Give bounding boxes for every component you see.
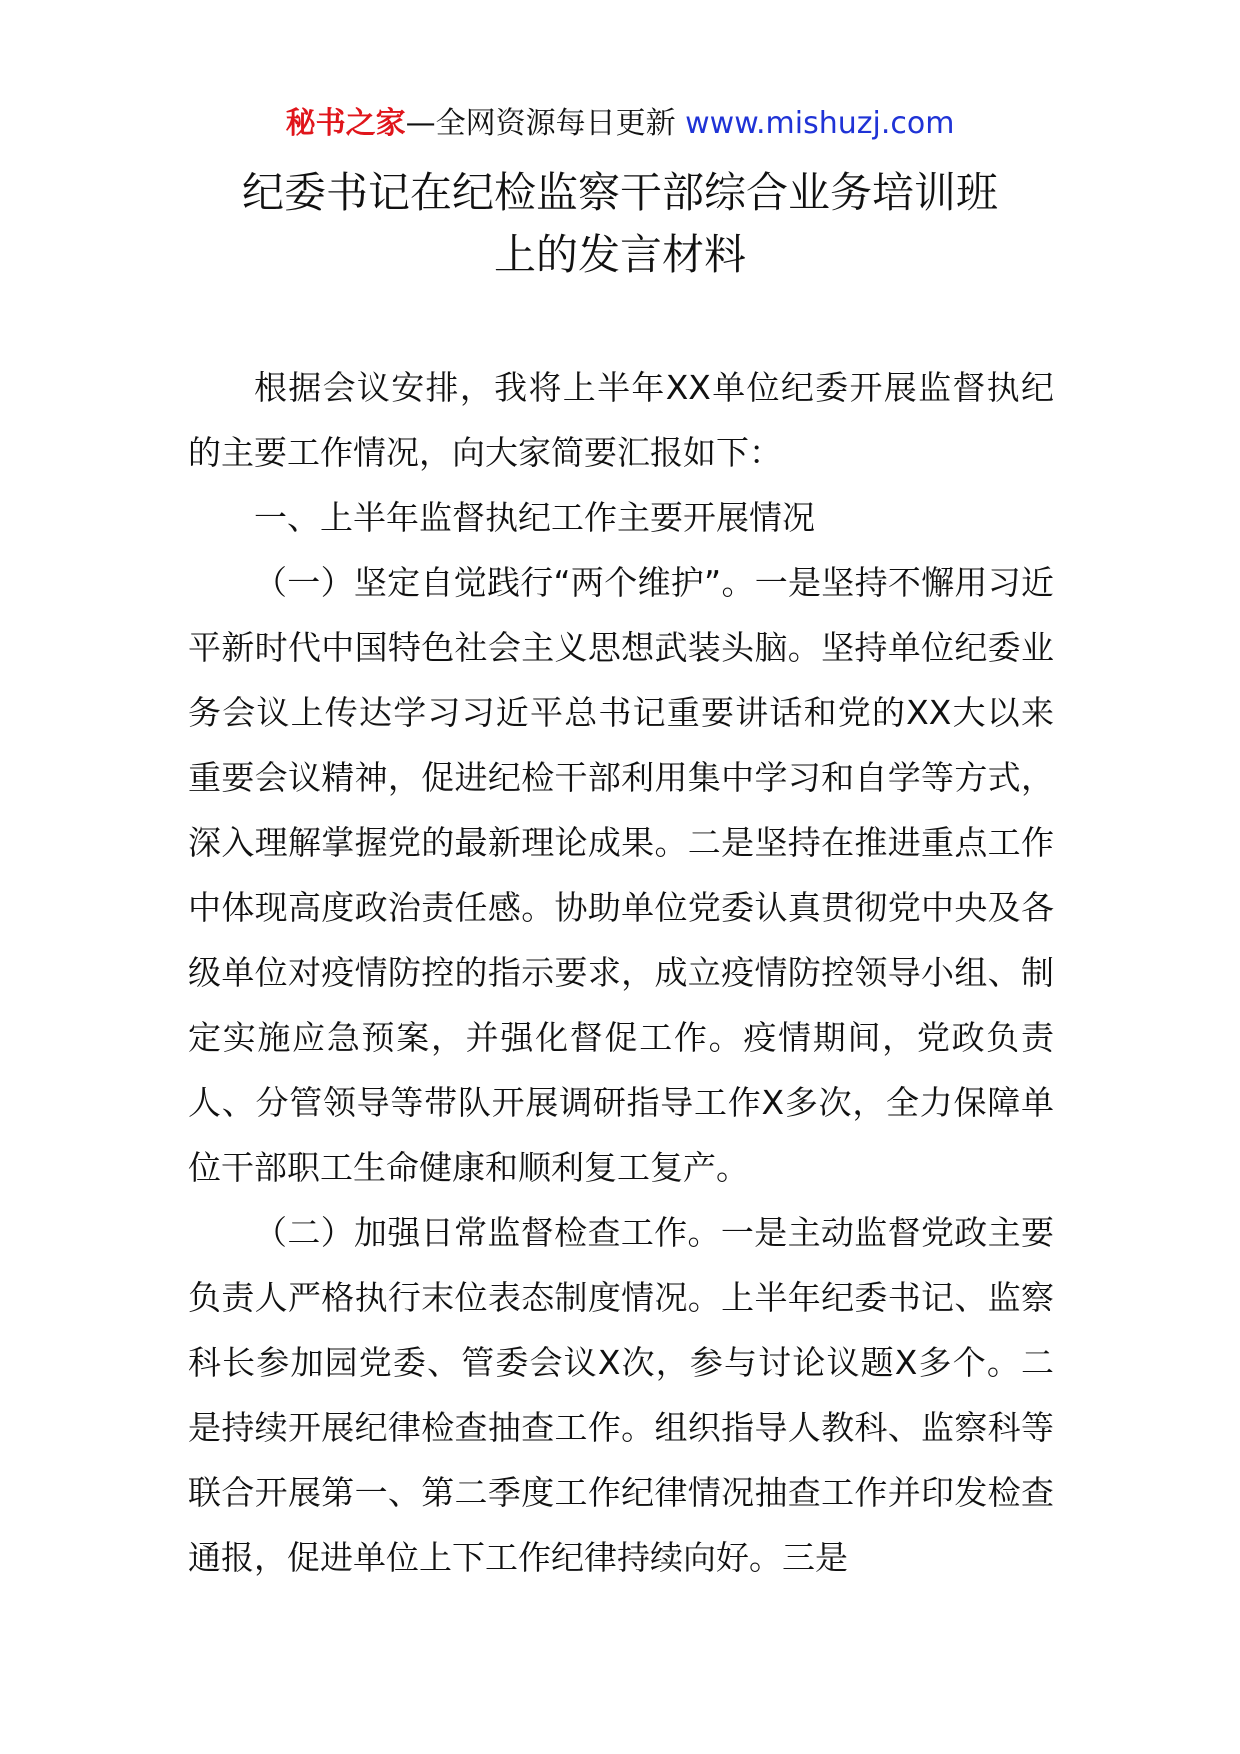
brand-name: 秘书之家 (285, 106, 406, 141)
document-body (188, 355, 1054, 1590)
document-title (0, 162, 1240, 286)
body-paragraph: （一）坚定自觉践行“两个维护”。一是坚持不懈用习近平新时代中国特色社会主义思想武装头脑。坚持单位纪委业务会议上传达学习习近平总书记重要讲话和党的XX大以来重要会议精神，促进纪检干部利用集中学习和自学等方式，深入理解掌握党的最新理论成果。二是坚持在推进重点工作中体现高度政治责任感。协助单位党委认真贯彻党中央及各级单位对疫情防控的指示要求，成立疫情防控领导小组、制定实施应急预案，并强化督促工作。疫情期间，党政负责人、分管领导等带队开展调研指导工作X多次，全力保障单位干部职工生命健康和顺利复工复产。 (188, 563, 1054, 1187)
header-tagline: —全网资源每日更新 (405, 106, 686, 141)
body-paragraph: （二）加强日常监督检查工作。一是主动监督党政主要负责人严格执行末位表态制度情况。上半年纪委书记、监察科长参加园党委、管委会议X次，参与讨论议题X多个。二是持续开展纪律检查抽查工作。组织指导人教科、监察科等联合开展第一、第二季度工作纪律情况抽查工作并印发检查通报，促进单位上下工作纪律持续向好。三是 (188, 1213, 1054, 1577)
section-heading-1: 一、上半年监督执纪工作主要开展情况 (254, 498, 815, 537)
site-header (0, 100, 1240, 148)
title-line-1: 纪委书记在纪检监察干部综合业务培训班 (241, 168, 998, 217)
title-line-2: 上的发言材料 (493, 230, 746, 279)
intro-paragraph: 根据会议安排，我将上半年XX单位纪委开展监督执纪的主要工作情况，向大家简要汇报如下： (188, 368, 1054, 472)
site-url-link[interactable]: www.mishuzj.com (685, 106, 955, 141)
